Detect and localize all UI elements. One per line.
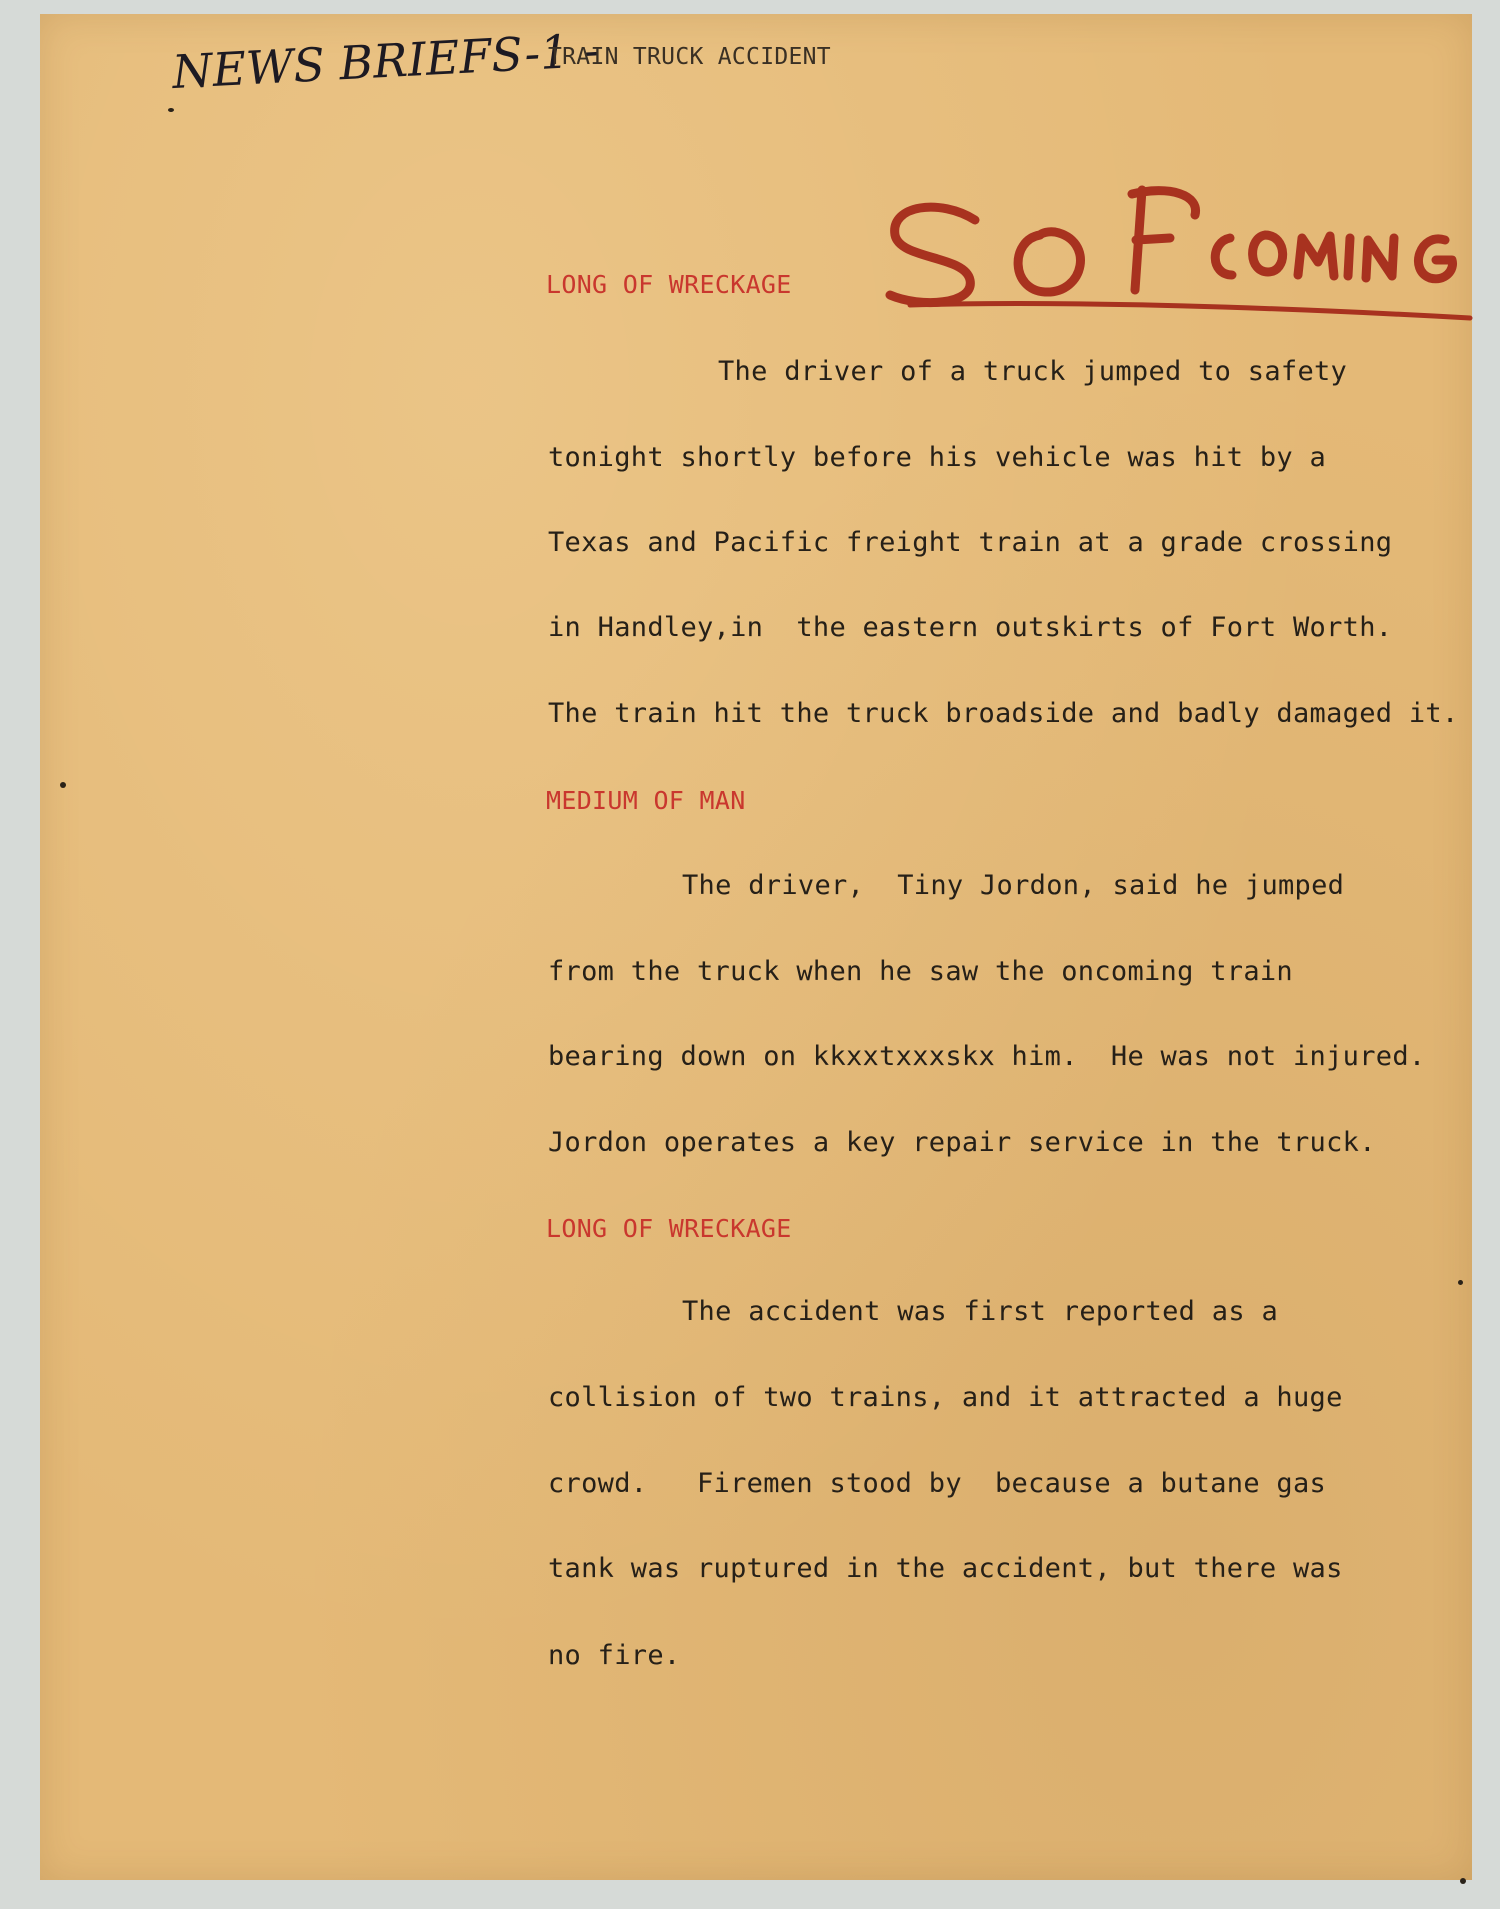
- paragraph-1-line-1: The driver of a truck jumped to safety: [718, 356, 1348, 387]
- cue-medium-of-man: MEDIUM OF MAN: [546, 786, 746, 815]
- paragraph-2-line-3: bearing down on kkxxtxxxskx him. He was not injured.: [548, 1041, 1426, 1072]
- scan-speck: [1458, 1280, 1463, 1285]
- scan-speck: [168, 108, 174, 112]
- paragraph-1-line-5: The train hit the truck broadside and badly damaged it.: [548, 698, 1459, 729]
- paragraph-3-line-4: tank was ruptured in the accident, but there was: [548, 1553, 1343, 1584]
- paragraph-2-line-2: from the truck when he saw the oncoming train: [548, 956, 1293, 987]
- scan-speck: [1460, 1878, 1466, 1884]
- paragraph-3-line-3: crowd. Firemen stood by because a butane gas: [548, 1468, 1327, 1499]
- scan-speck: [60, 782, 66, 788]
- paragraph-1-line-3: Texas and Pacific freight train at a grade crossing: [548, 527, 1393, 558]
- marker-note-sof-coming: [870, 180, 1480, 330]
- header-slug: TRAIN TRUCK ACCIDENT: [548, 44, 831, 70]
- paragraph-1-line-4: in Handley,in the eastern outskirts of Fort Worth.: [548, 612, 1393, 643]
- paragraph-3-line-1: The accident was first reported as a: [682, 1296, 1278, 1327]
- paragraph-2-line-4: Jordon operates a key repair service in the truck.: [548, 1127, 1376, 1158]
- paragraph-3-line-5: no fire.: [548, 1640, 681, 1671]
- handwritten-note: NEWS BRIEFS-1 -: [170, 22, 601, 100]
- paragraph-3-line-2: collision of two trains, and it attracted a huge: [548, 1382, 1343, 1413]
- cue-long-of-wreckage-2: LONG OF WRECKAGE: [546, 1214, 792, 1243]
- cue-long-of-wreckage-1: LONG OF WRECKAGE: [546, 270, 792, 299]
- paragraph-2-line-1: The driver, Tiny Jordon, said he jumped: [682, 870, 1345, 901]
- paragraph-1-line-2: tonight shortly before his vehicle was hit by a: [548, 442, 1327, 473]
